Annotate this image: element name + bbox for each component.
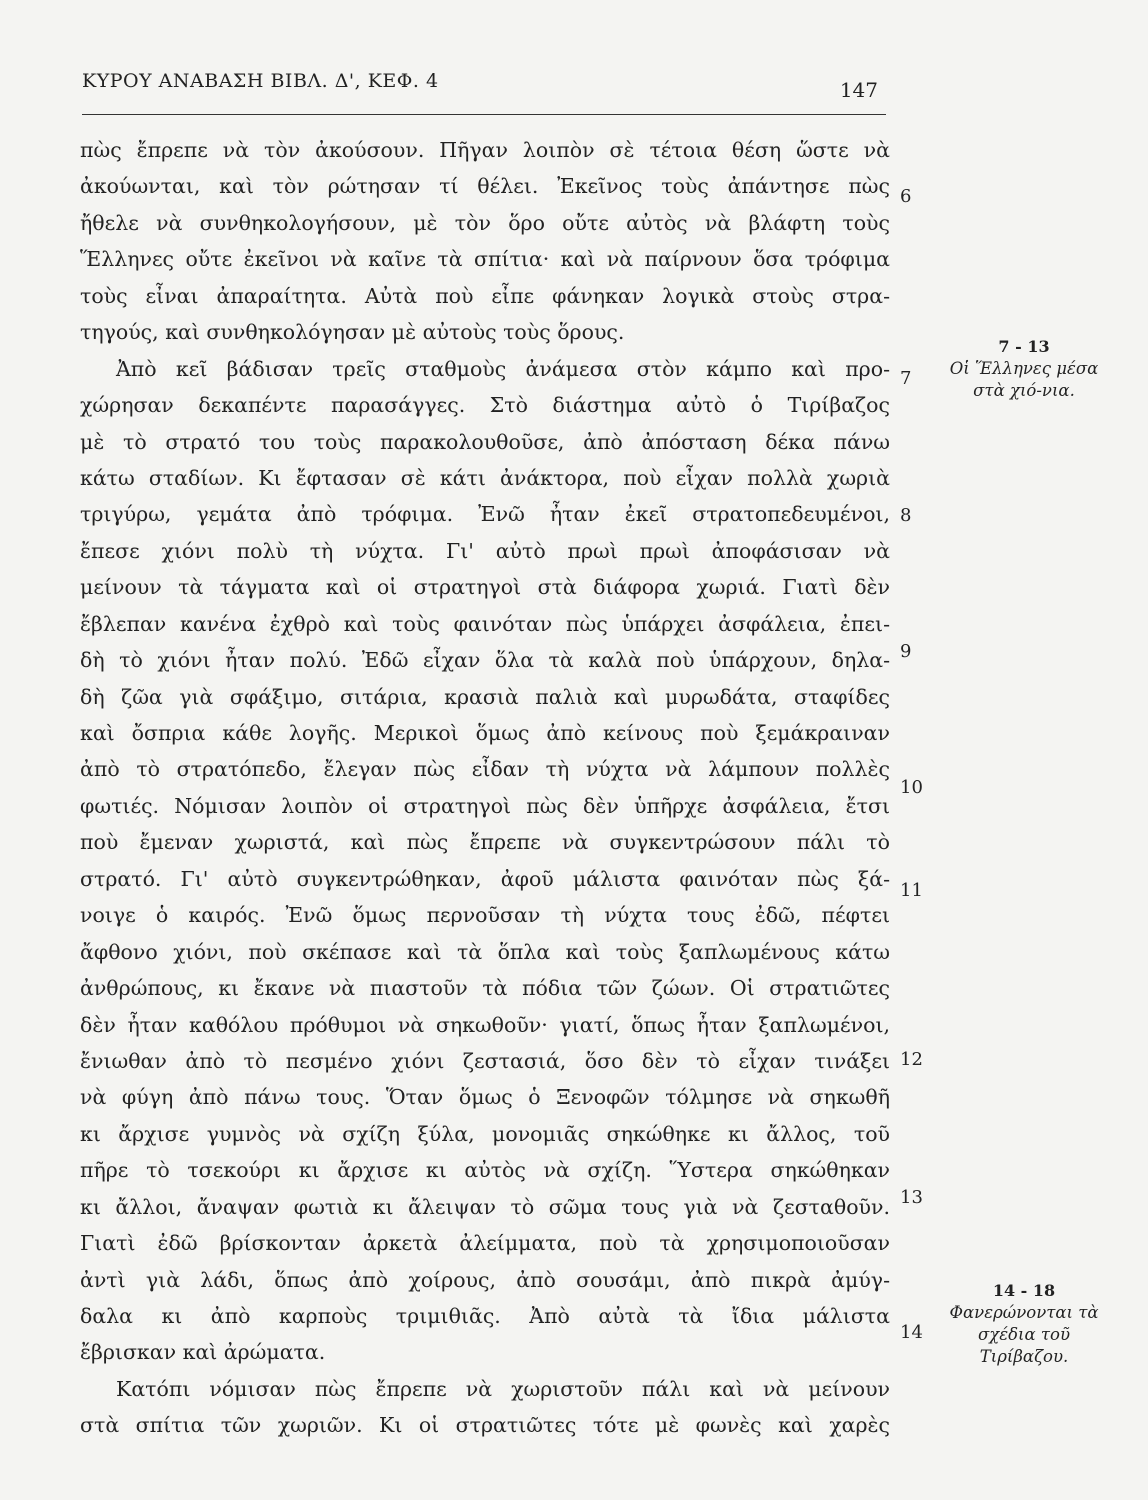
text-line: Γιατὶ ἐδῶ βρίσκονταν ἀρκετὰ ἀλείμματα, ποὺ τὰ χρησιμοποιοῦσαν [80, 1231, 890, 1256]
side-note-range: 7 - 13 [998, 337, 1050, 356]
section-number: 13 [900, 1187, 923, 1208]
text-line: τοὺς εἶναι ἀπαραίτητα. Αὐτὰ ποὺ εἶπε φάνηκαν λογικὰ στοὺς στρα- [80, 283, 890, 308]
text-line: κάτω σταδίων. Κι ἔφτασαν σὲ κάτι ἀνάκτορα, ποὺ εἶχαν πολλὰ χωριὰ [80, 465, 890, 490]
side-note [944, 336, 1104, 402]
page-number: 147 [839, 78, 878, 102]
text-line: ἔβρισκαν καὶ ἀρώματα. [80, 1340, 326, 1365]
section-number: 8 [900, 505, 912, 526]
section-number: 10 [900, 777, 923, 798]
text-line: δὴ τὸ χιόνι ἦταν πολύ. Ἐδῶ εἶχαν ὅλα τὰ καλὰ ποὺ ὑπάρχουν, δηλα- [80, 648, 890, 673]
section-number: 9 [900, 641, 912, 662]
text-line: πὼς ἔπρεπε νὰ τὸν ἀκούσουν. Πῆγαν λοιπὸν σὲ τέτοια θέση ὥστε νὰ [80, 138, 890, 162]
section-number: 12 [900, 1049, 923, 1070]
text-line: ἀνθρώπους, κι ἔκανε νὰ πιαστοῦν τὰ πόδια τῶν ζώων. Οἱ στρατιῶτες [80, 976, 890, 1001]
side-note [944, 1280, 1104, 1368]
text-line: ἀπὸ τὸ στρατόπεδο, ἔλεγαν πὼς εἶδαν τὴ νύχτα νὰ λάμπουν πολλὲς [80, 757, 890, 782]
text-line: ποὺ ἔμεναν χωριστά, καὶ πὼς ἔπρεπε νὰ συγκεντρώσουν πάλι τὸ [80, 830, 890, 855]
running-header [82, 66, 882, 106]
text-line: νοιγε ὁ καιρός. Ἐνῶ ὅμως περνοῦσαν τὴ νύχτα τους ἐδῶ, πέφτει [80, 903, 890, 928]
text-line: ἀκούωνται, καὶ τὸν ρώτησαν τί θέλει. Ἐκεῖνος τοὺς ἀπάντησε πὼς [80, 174, 890, 199]
text-line: μείνουν τὰ τάγματα καὶ οἱ στρατηγοὶ στὰ διάφορα χωριά. Γιατὶ δὲν [80, 575, 890, 600]
text-line: τριγύρω, γεμάτα ἀπὸ τρόφιμα. Ἐνῶ ἦταν ἐκεῖ στρατοπεδευμένοι, [80, 502, 890, 527]
section-number: 14 [900, 1322, 923, 1343]
body-text [80, 132, 890, 1444]
text-line: ἔπεσε χιόνι πολὺ τὴ νύχτα. Γι' αὐτὸ πρωὶ πρωὶ ἀποφάσισαν νὰ [80, 538, 890, 563]
text-line: ἤθελε νὰ συνθηκολογήσουν, μὲ τὸν ὅρο οὔτε αὐτὸς νὰ βλάφτη τοὺς [80, 210, 890, 235]
side-note-text: Οἱ Ἕλληνες μέσα στὰ χιό-νια. [949, 359, 1099, 400]
side-note-range: 14 - 18 [992, 1281, 1056, 1300]
running-title: ΚΥΡΟΥ ΑΝΑΒΑΣΗ ΒΙΒΛ. Δ', ΚΕΦ. 4 [82, 70, 439, 92]
text-line: νὰ φύγη ἀπὸ πάνω τους. Ὅταν ὅμως ὁ Ξενοφῶν τόλμησε νὰ σηκωθῆ [80, 1085, 890, 1110]
text-line: ἔβλεπαν κανένα ἐχθρὸ καὶ τοὺς φαινόταν πὼς ὑπάρχει ἀσφάλεια, ἐπει- [80, 611, 890, 636]
text-line: φωτιές. Νόμισαν λοιπὸν οἱ στρατηγοὶ πὼς δὲν ὑπῆρχε ἀσφάλεια, ἔτσι [80, 793, 890, 818]
text-line: μὲ τὸ στρατό του τοὺς παρακολουθοῦσε, ἀπὸ ἀπόσταση δέκα πάνω [80, 429, 890, 454]
text-line: στρατό. Γι' αὐτὸ συγκεντρώθηκαν, ἀφοῦ μάλιστα φαινόταν πὼς ξά- [80, 866, 890, 891]
text-line: ἔνιωθαν ἀπὸ τὸ πεσμένο χιόνι ζεστασιά, ὅσο δὲν τὸ εἶχαν τινάξει [80, 1048, 890, 1073]
section-number: 6 [900, 186, 912, 207]
text-line: κι ἄρχισε γυμνὸς νὰ σχίζη ξύλα, μονομιᾶς σηκώθηκε κι ἄλλος, τοῦ [80, 1121, 890, 1146]
text-line: δὴ ζῶα γιὰ σφάξιμο, σιτάρια, κρασιὰ παλιὰ καὶ μυρωδάτα, σταφίδες [80, 684, 890, 709]
text-line: δὲν ἦταν καθόλου πρόθυμοι νὰ σηκωθοῦν· γιατί, ὅπως ἦταν ξαπλωμένοι, [80, 1012, 890, 1037]
text-line: κι ἄλλοι, ἄναψαν φωτιὰ κι ἄλειψαν τὸ σῶμα τους γιὰ νὰ ζεσταθοῦν. [80, 1194, 890, 1219]
header-rule [82, 114, 886, 115]
text-line: πῆρε τὸ τσεκούρι κι ἄρχισε κι αὐτὸς νὰ σχίζη. Ὕστερα σηκώθηκαν [80, 1158, 890, 1183]
text-line: ἀντὶ γιὰ λάδι, ὅπως ἀπὸ χοίρους, ἀπὸ σουσάμι, ἀπὸ πικρὰ ἀμύγ- [80, 1267, 890, 1292]
section-number: 11 [900, 880, 923, 901]
side-note-text: Φανερώνονται τὰ σχέδια τοῦ Τιρίβαζου. [949, 1303, 1099, 1366]
text-line: καὶ ὄσπρια κάθε λογῆς. Μερικοὶ ὅμως ἀπὸ κείνους ποὺ ξεμάκραιναν [80, 721, 890, 745]
text-line: ἄφθονο χιόνι, ποὺ σκέπασε καὶ τὰ ὅπλα καὶ τοὺς ξαπλωμένους κάτω [80, 939, 890, 964]
text-line: τηγούς, καὶ συνθηκολόγησαν μὲ αὐτοὺς τοὺς ὅρους. [80, 320, 625, 345]
text-line: δαλα κι ἀπὸ καρποὺς τριμιθιᾶς. Ἀπὸ αὐτὰ τὰ ἴδια μάλιστα [80, 1304, 890, 1328]
text-line: Ἕλληνες οὔτε ἐκεῖνοι νὰ καῖνε τὰ σπίτια· καὶ νὰ παίρνουν ὅσα τρόφιμα [80, 247, 890, 272]
text-line: στὰ σπίτια τῶν χωριῶν. Κι οἱ στρατιῶτες τότε μὲ φωνὲς καὶ χαρὲς [80, 1413, 890, 1438]
section-number: 7 [900, 368, 912, 389]
text-line: χώρησαν δεκαπέντε παρασάγγες. Στὸ διάστημα αὐτὸ ὁ Τιρίβαζος [80, 393, 890, 418]
text-line: Κατόπι νόμισαν πὼς ἔπρεπε νὰ χωριστοῦν πάλι καὶ νὰ μείνουν [116, 1376, 890, 1401]
text-line: Ἀπὸ κεῖ βάδισαν τρεῖς σταθμοὺς ἀνάμεσα στὸν κάμπο καὶ προ- [116, 356, 890, 381]
